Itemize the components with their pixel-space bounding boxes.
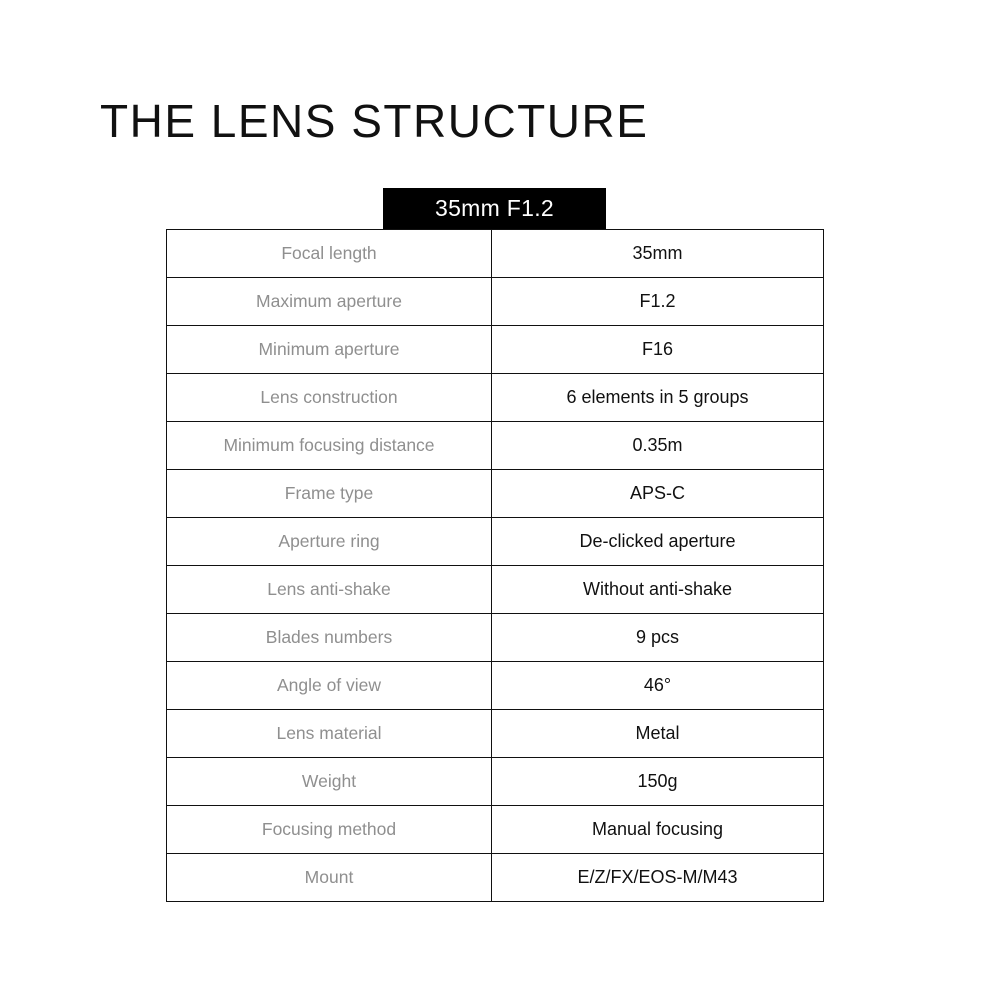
table-row [167, 326, 824, 374]
spec-label: Lens material [167, 710, 492, 758]
spec-value: E/Z/FX/EOS-M/M43 [492, 854, 824, 902]
spec-label: Lens construction [167, 374, 492, 422]
page-title: THE LENS STRUCTURE [100, 94, 649, 147]
spec-value: F16 [492, 326, 824, 374]
spec-label: Frame type [167, 470, 492, 518]
table-row [167, 806, 824, 854]
table-row [167, 422, 824, 470]
spec-label: Minimum aperture [167, 326, 492, 374]
spec-label: Aperture ring [167, 518, 492, 566]
spec-value: 9 pcs [492, 614, 824, 662]
spec-value: De-clicked aperture [492, 518, 824, 566]
spec-label: Lens anti-shake [167, 566, 492, 614]
spec-value: Without anti-shake [492, 566, 824, 614]
spec-label: Mount [167, 854, 492, 902]
spec-table-body [167, 230, 824, 902]
spec-label: Angle of view [167, 662, 492, 710]
spec-value: 0.35m [492, 422, 824, 470]
spec-label: Blades numbers [167, 614, 492, 662]
table-row [167, 230, 824, 278]
table-row [167, 662, 824, 710]
spec-label: Focusing method [167, 806, 492, 854]
spec-value: Metal [492, 710, 824, 758]
table-row [167, 854, 824, 902]
table-row [167, 374, 824, 422]
table-row [167, 758, 824, 806]
table-row [167, 470, 824, 518]
spec-label: Minimum focusing distance [167, 422, 492, 470]
table-row [167, 278, 824, 326]
spec-value: 150g [492, 758, 824, 806]
spec-label: Focal length [167, 230, 492, 278]
spec-value: 46° [492, 662, 824, 710]
spec-label: Maximum aperture [167, 278, 492, 326]
spec-label: Weight [167, 758, 492, 806]
spec-value: APS-C [492, 470, 824, 518]
table-row [167, 566, 824, 614]
spec-table-header-tab: 35mm F1.2 [383, 188, 606, 229]
spec-value: 35mm [492, 230, 824, 278]
table-row [167, 710, 824, 758]
spec-value: 6 elements in 5 groups [492, 374, 824, 422]
spec-table [166, 229, 824, 902]
spec-value: Manual focusing [492, 806, 824, 854]
table-row [167, 614, 824, 662]
spec-value: F1.2 [492, 278, 824, 326]
table-row [167, 518, 824, 566]
